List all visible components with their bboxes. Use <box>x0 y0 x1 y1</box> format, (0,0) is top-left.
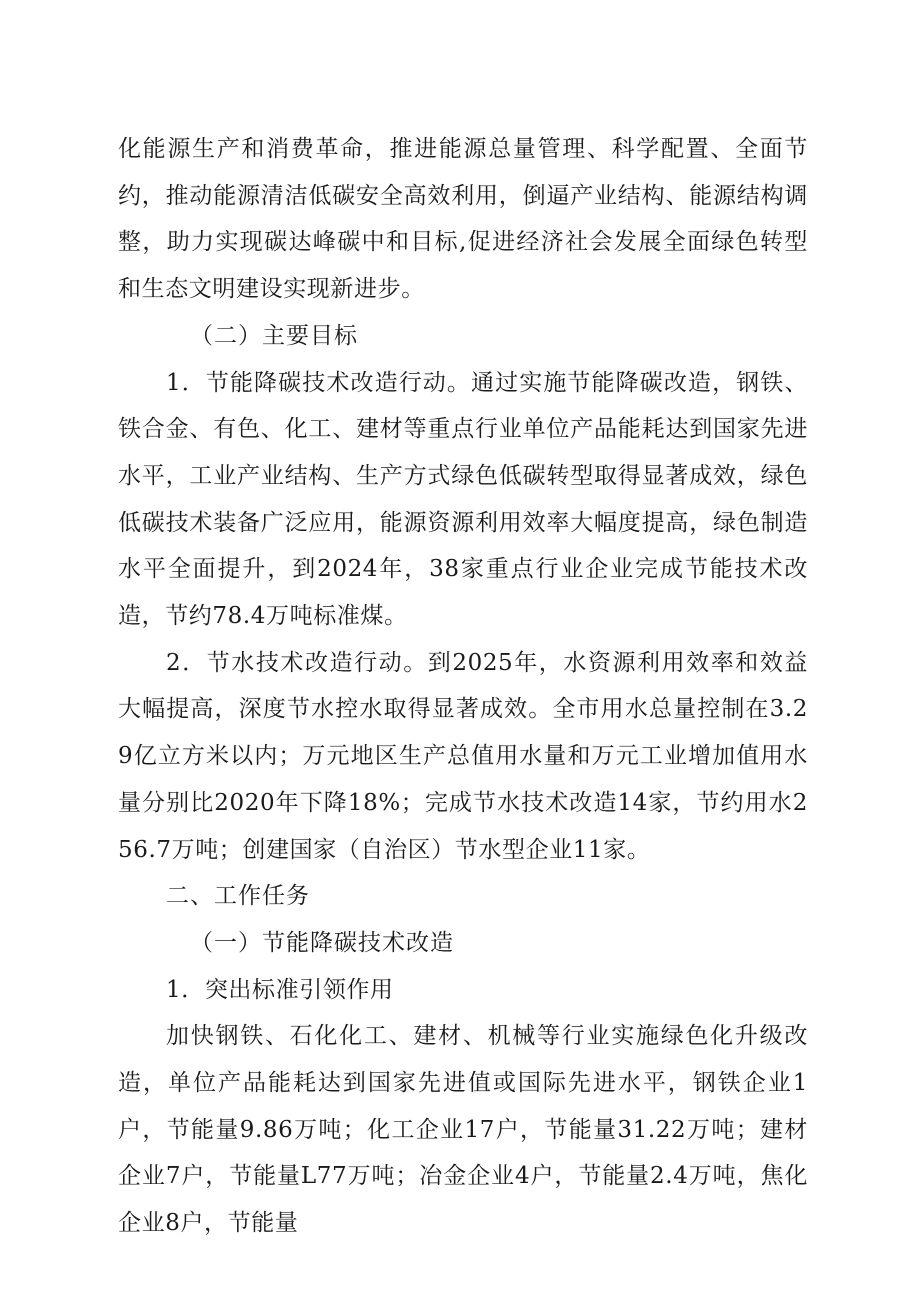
document-body <box>118 126 808 1247</box>
paragraph-goal-2: 2．节水技术改造行动。到2025年，水资源利用效率和效益大幅提高，深度节水控水取得显著成效。全市用水总量控制在3.29亿立方米以内；万元地区生产总值用水量和万元工业增加值用水量分别比2020年下降18%；完成节水技术改造14家，节约用水256.7万吨；创建国家（自治区）节水型企业11家。 <box>118 649 808 863</box>
paragraph-intro-continuation: 化能源生产和消费革命，推进能源总量管理、科学配置、全面节约，推动能源清洁低碳安全高效利用，倒逼产业结构、能源结构调整，助力实现碳达峰碳中和目标,促进经济社会发展全面绿色转型和生态文明建设实现新进步。 <box>118 136 808 303</box>
item-heading-standards: 1．突出标准引领作用 <box>166 976 394 1003</box>
paragraph-goal-1: 1．节能降碳技术改造行动。通过实施节能降碳改造，钢铁、铁合金、有色、化工、建材等重点行业单位产品能耗达到国家先进水平，工业产业结构、生产方式绿色低碳转型取得显著成效，绿色低碳技术装备广泛应用，能源资源利用效率大幅度提高，绿色制造水平全面提升，到2024年，38家重点行业企业完成节能技术改造，节约78.4万吨标准煤。 <box>118 369 808 630</box>
subheading-energy-retrofit: （一）节能降碳技术改造 <box>190 929 454 956</box>
section-heading-work-tasks: 二、工作任务 <box>166 883 310 910</box>
paragraph-green-upgrade: 加快钢铁、石化化工、建材、机械等行业实施绿色化升级改造，单位产品能耗达到国家先进值或国际先进水平，钢铁企业1户，节能量9.86万吨；化工企业17户，节能量31.22万吨；建材企业7户，节能量L77万吨；冶金企业4户，节能量2.4万吨，焦化企业8户，节能量 <box>118 1023 808 1237</box>
subheading-main-goals: （二）主要目标 <box>190 322 358 349</box>
